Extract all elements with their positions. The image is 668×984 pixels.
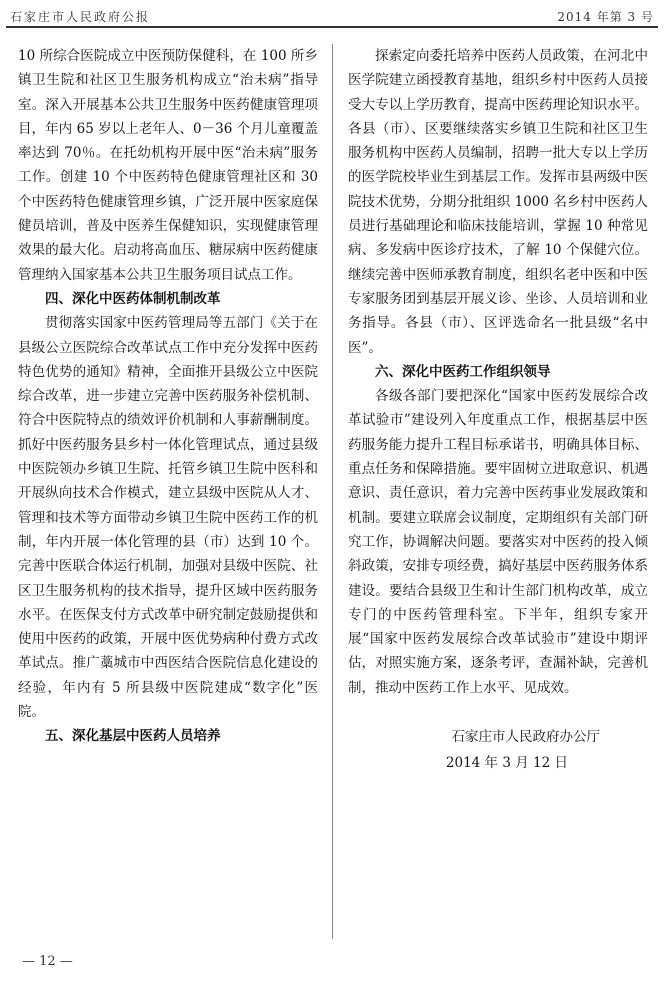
left-column	[18, 44, 318, 749]
signature-date: 2014 年 3 月 12 日	[445, 755, 568, 772]
section-heading-4: 四、深化中医药体制机制改革	[45, 290, 221, 307]
paragraph: 10 所综合医院成立中医预防保健科，在 100 所乡镇卫生院和社区卫生服务机构成立“治未病”指导室。深入开展基本公共卫生服务中医药健康管理项目，年内 65 岁以上老年人、0－36 个月儿童覆盖率达到 70％。在托幼机构开展中医“治未病”服务工作。创建 10 个中医药特色健康管理社区和 30 个中医药特色健康管理乡镇，广泛开展中医家庭保健员培训，普及中医养生保健知识，实现健康管理效果的最大化。启动将高血压、糖尿病中医药健康管理纳入国家基本公共卫生服务项目试点工作。	[18, 48, 318, 283]
signature-block	[348, 724, 648, 776]
signature-organization: 石家庄市人民政府办公厅	[451, 729, 600, 746]
column-divider	[332, 44, 333, 939]
publication-title: 石家庄市人民政府公报	[10, 10, 151, 24]
page-number: — 12 —	[22, 954, 73, 969]
paragraph: 探索定向委托培养中医药人员政策，在河北中医学院建立函授教育基地，组织乡村中医药人员接受大专以上学历教育，提高中医药理论知识水平。各县（市）、区要继续落实乡镇卫生院和社区卫生服务机构中医药人员编制，招聘一批大专以上学历的医学院校毕业生到基层工作。发挥市县两级中医院技术优势，分期分批组织 1000 名乡村中医药人员进行基础理论和临床技能培训，掌握 10 种常见病、多发病中医诊疗技术，了解 10 个保健穴位。继续完善中医师承教育制度，组织名老中医和中医专家服务团到基层开展义诊、坐诊、人员培训和业务指导。各县（市）、区评选命名一批县级“名中医”。	[348, 48, 648, 356]
page-header	[6, 6, 658, 28]
section-heading-5: 五、深化基层中医药人员培养	[45, 728, 221, 745]
right-column	[348, 44, 648, 776]
issue-number: 2014 年第 3 号	[557, 10, 654, 24]
paragraph: 各级各部门要把深化“国家中医药发展综合改革试验市”建设列入年度重点工作，根据基层中医药服务能力提升工程目标承诺书，明确具体目标、重点任务和保障措施。要牢固树立进取意识、机遇意识、责任意识，着力完善中医药事业发展政策和机制。要建立联席会议制度，定期组织有关部门研究工作，协调解决问题。要落实对中医药的投入倾斜政策，安排专项经费，搞好基层中医药服务体系建设。要结合县级卫生和计生部门机构改革，成立专门的中医药管理科室。下半年，组织专家开展“国家中医药发展综合改革试验市”建设中期评估，对照实施方案，逐条考评，查漏补缺，完善机制，推动中医药工作上水平、见成效。	[348, 388, 648, 696]
section-heading-6: 六、深化中医药工作组织领导	[375, 363, 551, 380]
header-rule	[6, 26, 658, 28]
paragraph: 贯彻落实国家中医药管理局等五部门《关于在县级公立医院综合改革试点工作中充分发挥中医药特色优势的通知》精神，全面推开县级公立中医院综合改革，进一步建立完善中医药服务补偿机制、符合中医院特点的绩效评价机制和人事薪酬制度。抓好中医药服务县乡村一体化管理试点，通过县级中医院领办乡镇卫生院、托管乡镇卫生院中医科和开展纵向技术合作模式，建立县级中医院从人才、管理和技术等方面带动乡镇卫生院中医药工作的机制，年内开展一体化管理的县（市）达到 10 个。完善中医联合体运行机制，加强对县级中医院、社区卫生服务机构的技术指导，提升区域中医药服务水平。在医保支付方式改革中研究制定鼓励提供和使用中医药的政策，开展中医优势病种付费方式改革试点。推广藁城市中西医结合医院信息化建设的经验，年内有 5 所县级中医院建成“数字化”医院。	[18, 315, 318, 721]
